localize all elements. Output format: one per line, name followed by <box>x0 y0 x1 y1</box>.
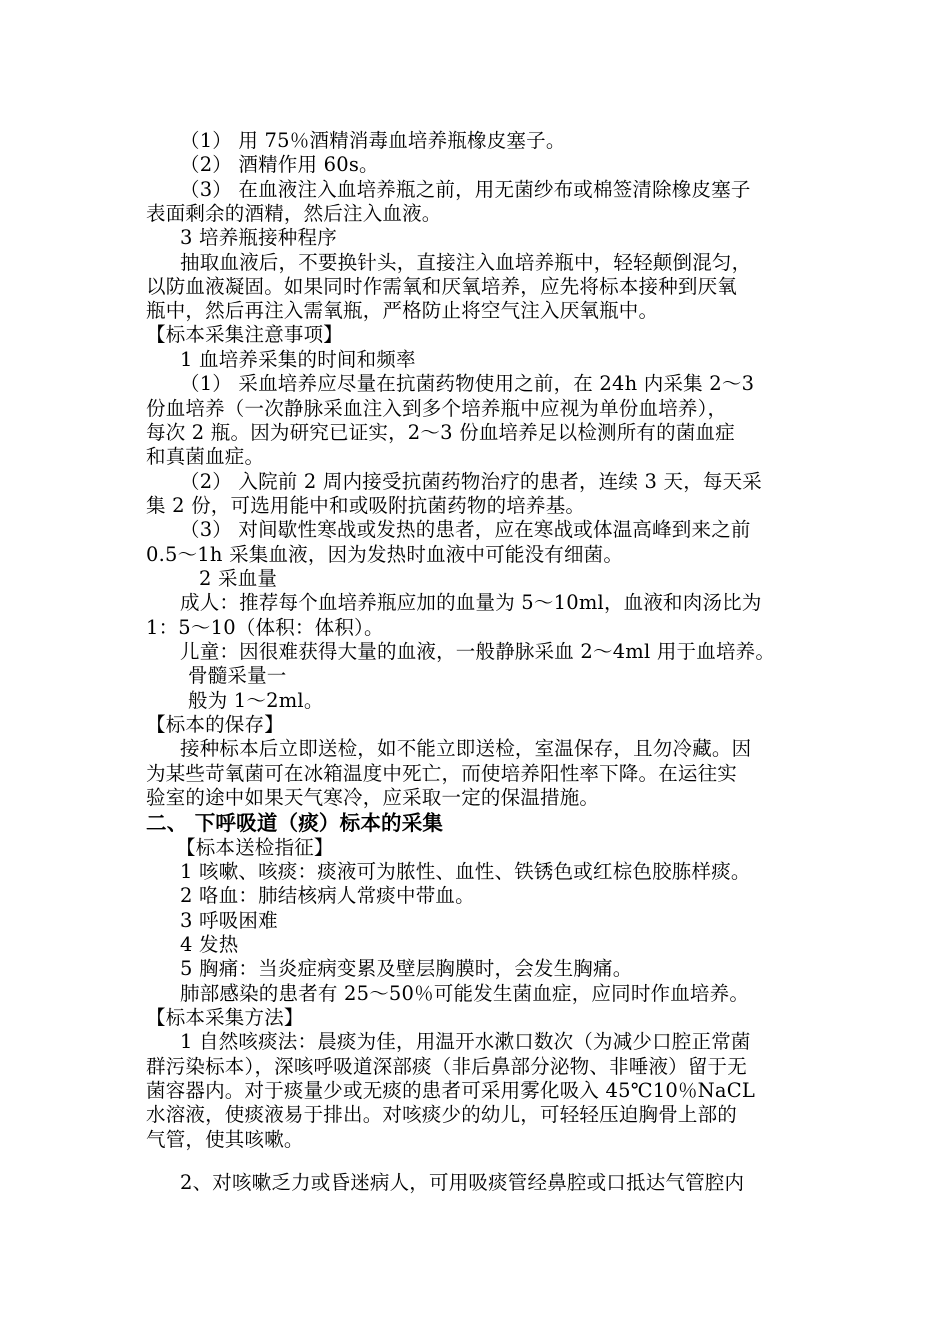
text-line: 份血培养（一次静脉采血注入到多个培养瓶中应视为单份血培养）， <box>146 397 728 420</box>
section-title: 3 培养瓶接种程序 <box>180 226 337 249</box>
bracket-heading: 【标本的保存】 <box>146 713 284 736</box>
text-line: （3） 对间歇性寒战或发热的患者，应在寒战或体温高峰到来之前 <box>180 518 751 541</box>
text-line: （3） 在血液注入血培养瓶之前，用无菌纱布或棉签清除橡皮塞子 <box>180 178 751 201</box>
section-title: 1 血培养采集的时间和频率 <box>180 348 416 371</box>
bracket-heading: 【标本采集注意事项】 <box>146 323 344 346</box>
text-line: 气管，使其咳嗽。 <box>146 1128 304 1151</box>
text-line: 验室的途中如果天气寒冷，应采取一定的保温措施。 <box>146 786 600 809</box>
text-line: 2 咯血：肺结核病人常痰中带血。 <box>180 884 475 907</box>
text-line: 表面剩余的酒精，然后注入血液。 <box>146 202 442 225</box>
text-line: （2） 入院前 2 周内接受抗菌药物治疗的患者，连续 3 天，每天采 <box>180 470 763 493</box>
text-line: 5 胸痛：当炎症病变累及壁层胸膜时，会发生胸痛。 <box>180 957 633 980</box>
text-line: 抽取血液后，不要换针头，直接注入血培养瓶中，轻轻颠倒混匀， <box>180 251 752 274</box>
bracket-heading: 【标本采集方法】 <box>146 1006 304 1029</box>
text-line: 接种标本后立即送检，如不能立即送检，室温保存，且勿冷藏。因 <box>180 737 752 760</box>
text-line: 4 发热 <box>180 933 239 956</box>
text-line: 0.5～1h 采集血液，因为发热时血液中可能没有细菌。 <box>146 543 624 566</box>
text-line: 骨髓采量一 <box>188 664 287 687</box>
text-line: （2） 酒精作用 60s。 <box>180 153 379 176</box>
text-line: 为某些苛氧菌可在冰箱温度中死亡，而使培养阳性率下降。在运往实 <box>146 762 738 785</box>
text-line: （1） 用 75％酒精消毒血培养瓶橡皮塞子。 <box>180 129 566 152</box>
text-line: 和真菌血症。 <box>146 445 265 468</box>
section-title: 2 采血量 <box>199 567 278 590</box>
text-line: 菌容器内。对于痰量少或无痰的患者可采用雾化吸入 45℃10％NaCL <box>146 1079 755 1102</box>
text-line: 般为 1～2ml。 <box>188 689 324 712</box>
text-line: 水溶液，使痰液易于排出。对咳痰少的幼儿，可轻轻压迫胸骨上部的 <box>146 1103 738 1126</box>
text-line: 群污染标本），深咳呼吸道深部痰（非后鼻部分泌物、非唾液）留于无 <box>146 1055 747 1078</box>
text-line: 2、对咳嗽乏力或昏迷病人，可用吸痰管经鼻腔或口抵达气管腔内 <box>180 1171 745 1194</box>
text-line: 瓶中，然后再注入需氧瓶，严格防止将空气注入厌氧瓶中。 <box>146 299 659 322</box>
bracket-heading: 【标本送检指征】 <box>176 836 334 859</box>
text-line: 成人：推荐每个血培养瓶应加的血量为 5～10ml，血液和肉汤比为 <box>180 591 762 614</box>
text-line: 3 呼吸困难 <box>180 909 278 932</box>
text-line: 1：5～10（体积：体积）。 <box>146 616 384 639</box>
text-line: （1） 采血培养应尽量在抗菌药物使用之前，在 24h 内采集 2～3 <box>180 372 755 395</box>
text-line: 儿童：因很难获得大量的血液，一般静脉采血 2～4ml 用于血培养。 <box>180 640 776 663</box>
text-line: 以防血液凝固。如果同时作需氧和厌氧培养，应先将标本接种到厌氧 <box>146 275 738 298</box>
text-line: 每次 2 瓶。因为研究已证实，2～3 份血培养足以检测所有的菌血症 <box>146 421 735 444</box>
text-line: 肺部感染的患者有 25～50％可能发生菌血症，应同时作血培养。 <box>180 982 750 1005</box>
text-line: 1 咳嗽、咳痰：痰液可为脓性、血性、铁锈色或红棕色胶胨样痰。 <box>180 860 751 883</box>
text-line: 1 自然咳痰法：晨痰为佳，用温开水漱口数次（为减少口腔正常菌 <box>180 1030 751 1053</box>
text-line: 集 2 份，可选用能中和或吸附抗菌药物的培养基。 <box>146 494 586 517</box>
chapter-heading: 二、 下呼吸道（痰）标本的采集 <box>146 811 444 835</box>
